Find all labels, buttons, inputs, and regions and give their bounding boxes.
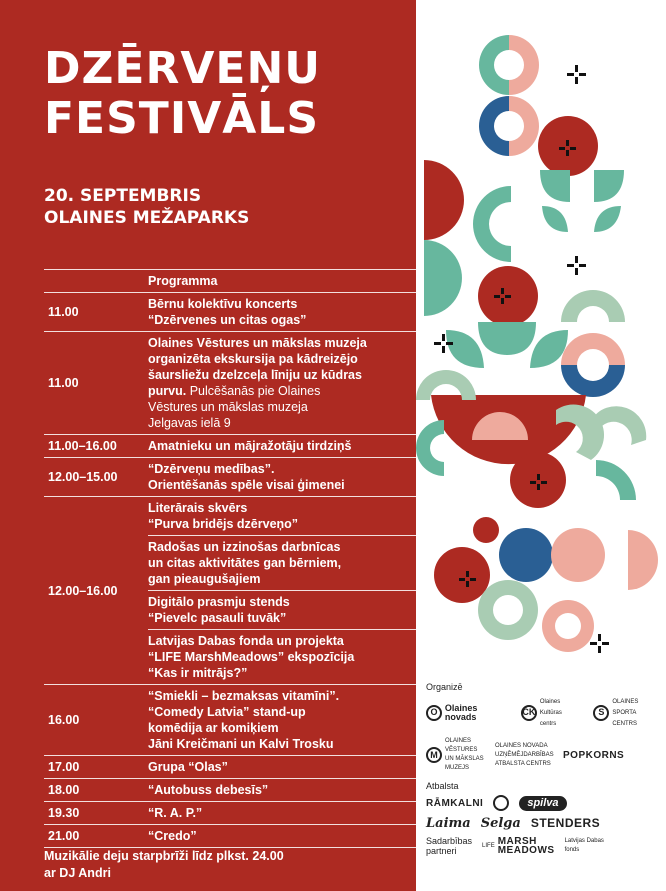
program-time: 11.00 [48,376,79,390]
activity-line: Bērnu kolektīvu koncerts [148,297,298,311]
logo-marsh-meadows: LIFE MARSH MEADOWS [482,836,555,856]
program-row [44,755,416,778]
title-line-2: FESTIVĀLS [44,93,320,145]
sponsors-block [426,682,662,864]
event-subtitle [44,185,249,229]
ring-top-icon [479,35,539,95]
program-activity [148,629,416,684]
festival-title [44,44,321,144]
activity-line: “R. A. P.” [148,806,203,820]
activity-line: “Autobuss debesīs” [148,783,269,797]
program-time: 21.00 [48,829,80,843]
activity-line: “Dzērvenes un citas ogas” [148,313,307,327]
leaf-icon [540,170,570,202]
logo-laima: Laima [426,816,471,831]
activity-line: purvu. [148,384,187,398]
activity-line: “Dzērveņu medības”. [148,462,275,476]
program-time: 12.00–16.00 [48,583,118,598]
program-time: 18.00 [48,783,80,797]
activity-line: Literārais skvērs [148,501,248,515]
program-activity [148,779,416,801]
logo-selga: Selga [480,816,521,831]
activity-line: “Kas ir mitrājs?” [148,666,248,680]
organizers-label: Organizē [426,682,463,692]
activity-line: Digitālo prasmju stends [148,595,290,609]
arc-icon [473,186,511,262]
program-row [44,434,416,457]
blue-circle-icon [499,528,553,582]
program-time: 16.00 [48,713,80,727]
supporters-row-2 [426,816,662,831]
activity-line: Amatnieku un mājražotāju tirdziņš [148,439,352,453]
program-time: 11.00 [48,305,79,319]
program-row [44,331,416,434]
activity-line: Olaines Vēstures un mākslas muzeja [148,336,367,350]
ring-blue-pink-icon [479,96,539,156]
activity-place: Pulcēšanās pie Olaines [189,384,321,398]
program-header-row [44,269,416,292]
cross-icon [590,634,609,653]
logo-popkorns: POPKORNS [563,749,625,761]
program-time: 17.00 [48,760,80,774]
activity-line: “Purva bridējs dzērveņo” [148,517,299,531]
activity-line: un citas aktivitātes gan bērniem, [148,556,342,570]
half-circle-icon [424,240,462,316]
program-table [44,269,416,848]
event-date: 20. SEPTEMBRIS [44,186,202,206]
cross-icon [567,256,586,275]
ring-bottom-icon [478,580,538,640]
program-row [44,496,416,684]
leaf-icon [542,206,568,232]
program-activity [148,535,416,590]
program-time: 11.00–16.00 [48,439,117,453]
footer-line-1: Muzikālie deju starpbrīži līdz plkst. 24.00 [44,849,284,863]
activity-place: Jelgavas ielā 9 [148,416,231,430]
activity-line: Radošas un izzinošas darbnīcas [148,540,341,554]
program-row [44,457,416,496]
partners-row [426,836,662,856]
supporters-row [426,795,662,811]
floral-pattern [416,0,666,680]
activity-place: Vēstures un mākslas muzeja [148,400,308,414]
program-time: 19.30 [48,806,80,820]
event-place: OLAINES MEŽAPARKS [44,208,250,228]
activity-line: komēdija ar komiķiem [148,721,279,735]
footer-note [44,848,284,882]
program-activity [148,458,416,496]
activity-line: šaursliežu dzelzceļa līniju uz kūdras [148,368,362,382]
leaf-icon [594,170,624,202]
activity-line: Jāni Kreičmani un Kalvi Trosku [148,737,334,751]
leaf-icon [594,206,621,232]
decor-panel [416,0,666,891]
program-activity [148,802,416,824]
half-circle-icon [424,160,464,200]
activity-line: gan pieaugušajiem [148,572,261,586]
partners-label: Sadarbības partneri [426,836,473,856]
program-activity [148,497,416,535]
logo-dabas-fonds: Latvijas Dabas fonds [564,838,604,853]
program-row [44,801,416,824]
activity-line: organizēta ekskursija pa kādreizējo [148,352,358,366]
program-activity [148,435,416,457]
program-header: Programma [148,274,218,288]
program-activity [148,825,416,847]
program-activity [148,685,416,755]
activity-line: “Pievelc pasauli tuvāk” [148,611,287,625]
program-activity [148,756,416,778]
footer-line-2: ar DJ Andri [44,866,111,880]
logo-muzejs: M OLAINES VĒSTURES UN MĀKSLAS MUZEJS [426,737,485,773]
program-activity [148,293,416,331]
program-row [44,684,416,755]
organizers-row [426,696,662,729]
ring-pink-blue-icon [561,333,625,397]
activity-line: Grupa “Olas” [148,760,228,774]
activity-line: “LIFE MarshMeadows” ekspozīcija [148,650,355,664]
logo-stenders: STENDERS [530,816,601,830]
logo-badge-icon [493,795,509,811]
logo-atbalsta-centrs: OLAINES NOVADA UZŅĒMĒJDARBĪBAS ATBALSTA CENTRS [495,742,554,767]
program-activity [148,590,416,629]
cross-icon [567,65,586,84]
program-row [44,778,416,801]
program-row [44,824,416,848]
title-line-1: DZĒRVEŅU [44,43,322,94]
logo-kulturas-centrs: ČK Olaines Kultūras centrs [522,699,562,727]
logo-olaines-novads: O Olaines novads [426,704,511,722]
organizers-row-2 [426,737,662,773]
program-row [44,292,416,331]
arc-icon [561,290,625,322]
activity-line: Orientēšanās spēle visai ģimenei [148,478,345,492]
program-time: 12.00–15.00 [48,470,118,484]
support-label: Atbalsta [426,781,459,791]
activity-line: “Smiekli – bezmaksas vitamīni”. [148,689,340,703]
activity-line: “Credo” [148,829,197,843]
logo-sporta-centrs: S OLAINES SPORTA CENTRS [593,696,662,729]
logo-ramkalni: RĀMKALNI [426,797,484,809]
activity-line: “Comedy Latvia” stand-up [148,705,306,719]
activity-line: Latvijas Dabas fonda un projekta [148,634,344,648]
logo-spilva: spilva [519,796,566,811]
program-activity [148,332,416,434]
